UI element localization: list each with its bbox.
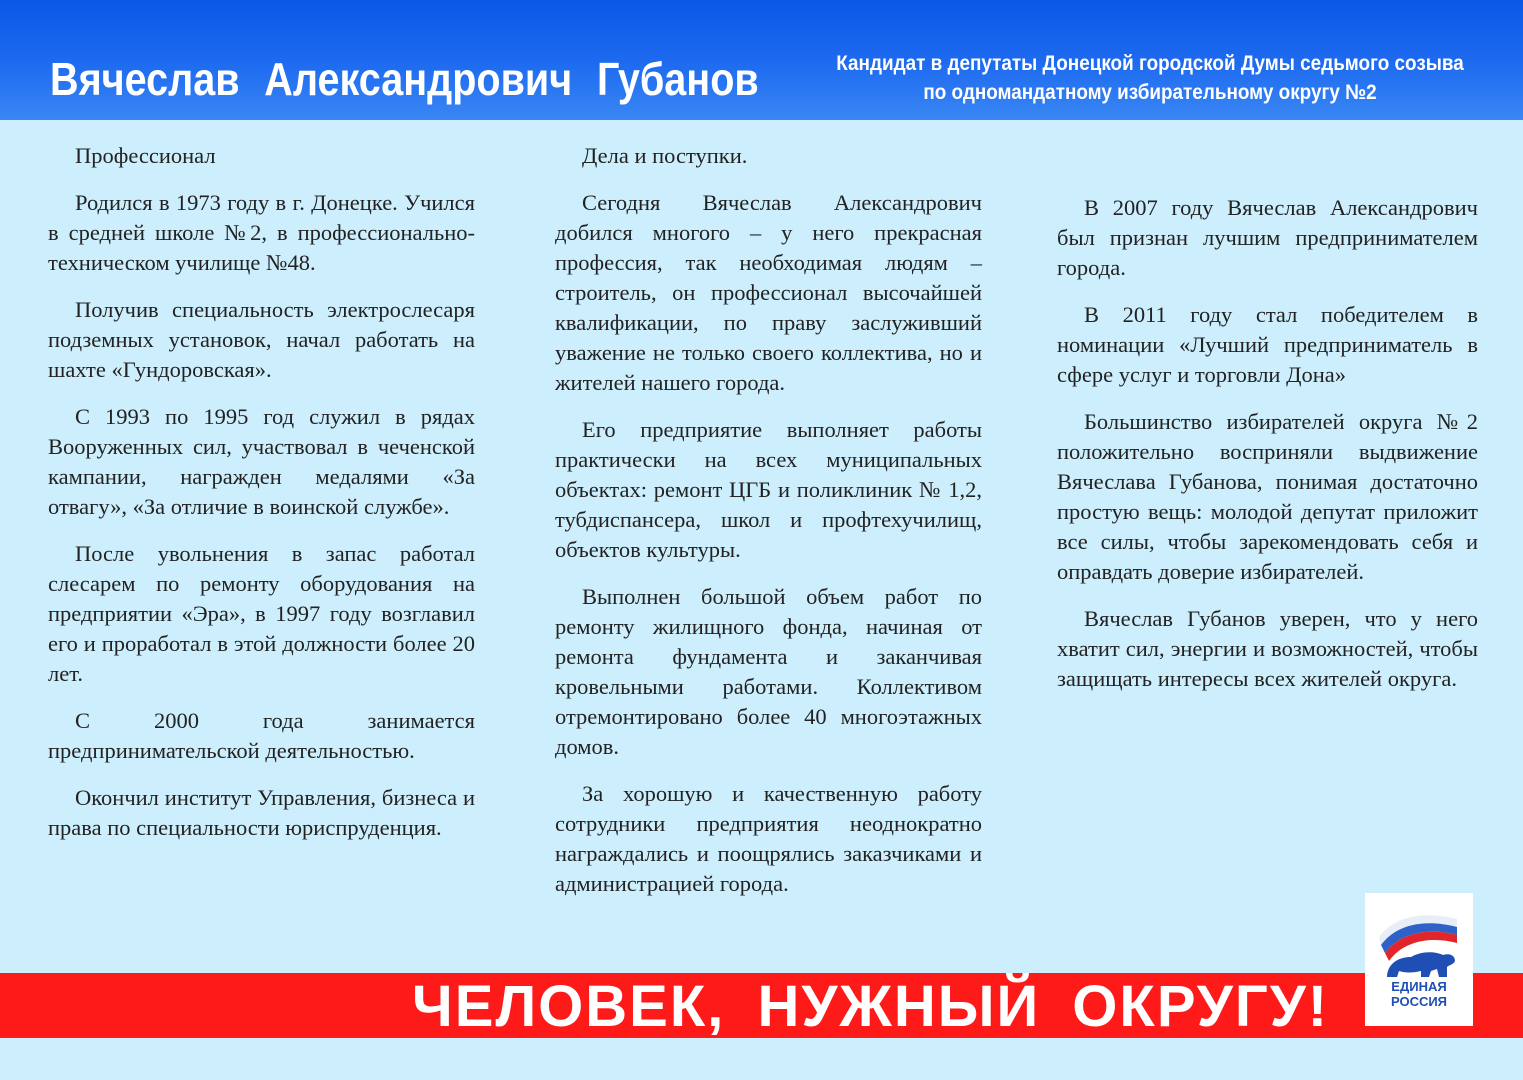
paragraph: С 2000 года занимается предпринимательской деятельностью. (48, 708, 475, 763)
paragraph: Родился в 1973 году в г. Донецке. Учился в средней школе №2, в профессионально-техническом училище №48. (48, 190, 475, 275)
paragraph: Его предприятие выполняет работы практически на всех муниципальных объектах: ремонт ЦГБ и поликлиник № 1,2, тубдиспансера, школ и профтехучилищ, объектов культуры. (555, 417, 982, 562)
paragraph: Окончил институт Управления, бизнеса и права по специальности юриспруденция. (48, 785, 475, 840)
subtitle-line-1: Кандидат в депутаты Донецкой городской Думы седьмого созыва (836, 52, 1464, 75)
paragraph: Вячеслав Губанов уверен, что у него хватит сил, энергии и возможностей, чтобы защищать интересы всех жителей округа. (1057, 606, 1478, 691)
paragraph: Получив специальность электрослесаря подземных установок, начал работать на шахте «Гундоровская». (48, 297, 475, 382)
slogan-text: ЧЕЛОВЕК, НУЖНЫЙ ОКРУГУ! (412, 974, 1330, 1039)
paragraph: С 1993 по 1995 год служил в рядах Вооруженных сил, участвовал в чеченской кампании, награжден медалями «За отвагу», «За отличие в воинской службе». (48, 404, 475, 519)
column-professional (48, 141, 475, 860)
subtitle-line-2: по одномандатному избирательному округу №2 (923, 81, 1377, 104)
column-heading: Профессионал (75, 143, 216, 168)
header-bar (0, 0, 1523, 120)
paragraph: Сегодня Вячеслав Александрович добился многого – у него прекрасная профессия, так необходимая людям – строитель, он профессионал высочайшей квалификации, по праву заслуживший уважение не только своего коллектива, но и жителей нашего города. (555, 190, 982, 395)
paragraph: Выполнен большой объем работ по ремонту жилищного фонда, начиная от ремонта фундамента и заканчивая кровельными работами. Коллективом отремонтировано более 40 многоэтажных домов. (555, 584, 982, 759)
paragraph: После увольнения в запас работал слесарем по ремонту оборудования на предприятии «Эра», в 1997 году возглавил его и проработал в этой должности более 20 лет. (48, 541, 475, 686)
candidate-subtitle (826, 49, 1474, 107)
column-deeds (555, 141, 982, 916)
column-achievements (1057, 193, 1478, 711)
logo-line-1: ЕДИНАЯ (1391, 979, 1447, 994)
logo-line-2: РОССИЯ (1390, 994, 1448, 1009)
bear-flag-icon (1365, 893, 1473, 983)
paragraph: В 2007 году Вячеслав Александрович был признан лучшим предпринимателем города. (1057, 195, 1478, 280)
candidate-name: Вячеслав Александрович Губанов (50, 53, 759, 105)
paragraph: Большинство избирателей округа №2 положительно восприняли выдвижение Вячеслава Губанова, понимая достаточно простую вещь: молодой депутат приложит все силы, чтобы зарекомендовать себя и оправдать доверие избирателей. (1057, 409, 1478, 584)
paragraph: За хорошую и качественную работу сотрудники предприятия неоднократно награждались и поощрялись заказчиками и администрацией города. (555, 781, 982, 896)
paragraph: В 2011 году стал победителем в номинации «Лучший предприниматель в сфере услуг и торговли Дона» (1057, 302, 1478, 387)
logo-text (1365, 979, 1473, 1009)
party-logo (1365, 893, 1473, 1026)
column-heading: Дела и поступки. (582, 143, 748, 168)
